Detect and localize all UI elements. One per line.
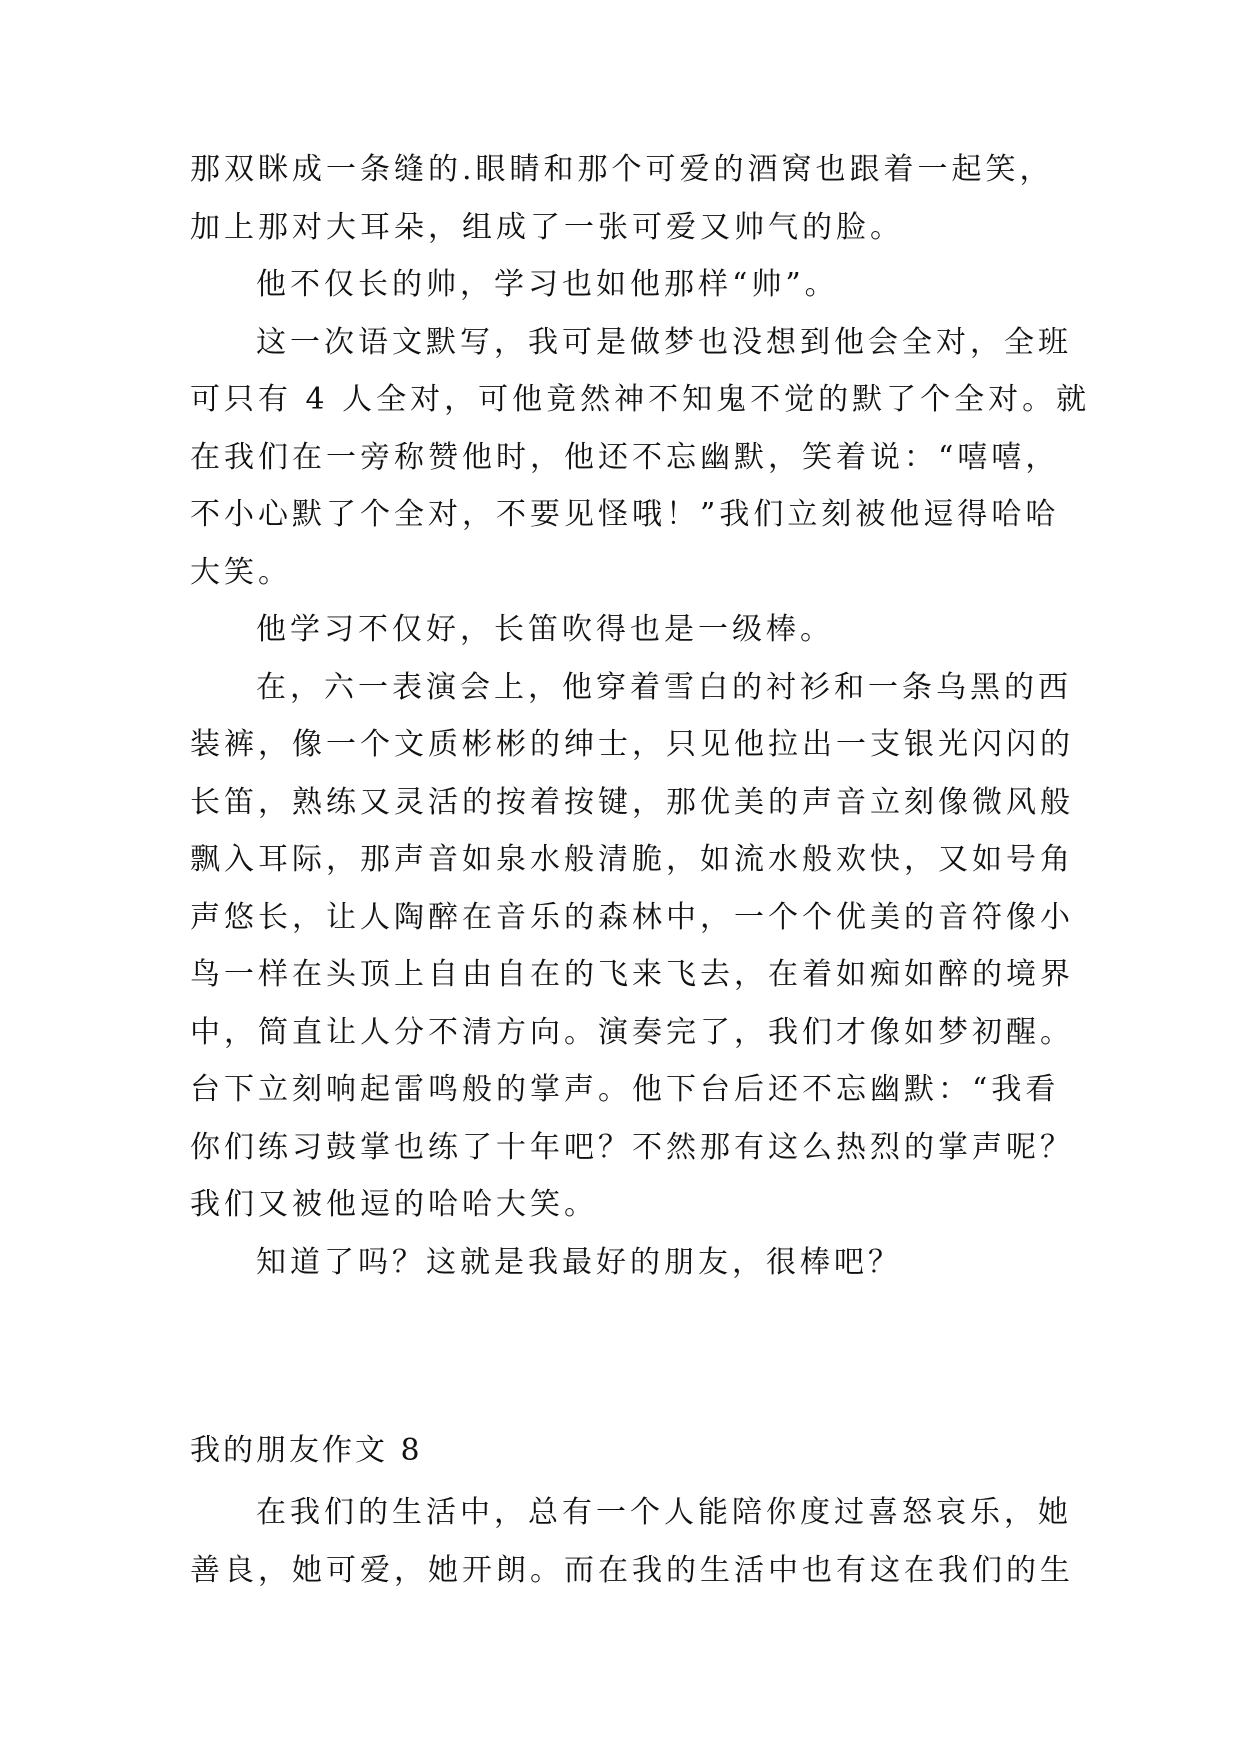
paragraph-line: 知道了吗？这就是我最好的朋友，很棒吧？ xyxy=(256,1244,902,1280)
paragraph-line: 在我们在一旁称赞他时，他还不忘幽默，笑着说：“嘻嘻， xyxy=(190,439,1060,475)
paragraph-line: 你们练习鼓掌也练了十年吧？不然那有这么热烈的掌声呢？ xyxy=(190,1129,1074,1165)
paragraph-line: 我们又被他逗的哈哈大笑。 xyxy=(190,1187,598,1222)
paragraph-line: 大笑。 xyxy=(190,554,292,590)
paragraph-line: 善良，她可爱，她开朗。而在我的生活中也有这在我们的生 xyxy=(190,1552,1074,1588)
paragraph-line: 声悠长，让人陶醉在音乐的森林中，一个个优美的音符像小 xyxy=(190,899,1074,935)
paragraph-line: 他不仅长的帅，学习也如他那样“帅”。 xyxy=(256,267,839,302)
paragraph-line: 在我们的生活中，总有一个人能陪你度过喜怒哀乐，她 xyxy=(256,1495,1072,1530)
paragraph-line: 台下立刻响起雷鸣般的掌声。他下台后还不忘幽默：“我看 xyxy=(190,1072,1060,1107)
paragraph-line: 鸟一样在头顶上自由自在的飞来飞去，在着如痴如醉的境界 xyxy=(190,957,1074,992)
section-body xyxy=(190,1484,1090,1599)
section-heading: 我的朋友作文 8 xyxy=(190,1433,423,1468)
paragraph-line: 他学习不仅好，长笛吹得也是一级棒。 xyxy=(256,612,834,647)
paragraph-line: 那双眯成一条缝的.眼睛和那个可爱的酒窝也跟着一起笑， xyxy=(190,152,1054,187)
paragraph-line: 飘入耳际，那声音如泉水般清脆，如流水般欢快，又如号角 xyxy=(190,842,1074,877)
paragraph-line: 这一次语文默写，我可是做梦也没想到他会全对，全班 xyxy=(256,324,1072,360)
paragraph-line: 在，六一表演会上，他穿着雪白的衬衫和一条乌黑的西 xyxy=(256,669,1072,705)
paragraph-line: 装裤，像一个文质彬彬的绅士，只见他拉出一支银光闪闪的 xyxy=(190,727,1074,762)
paragraph-line: 可只有 4 人全对，可他竟然神不知鬼不觉的默了个全对。就 xyxy=(190,382,1091,417)
paragraph-line: 不小心默了个全对，不要见怪哦！”我们立刻被他逗得哈哈 xyxy=(190,497,1060,532)
paragraph-line: 长笛，熟练又灵活的按着按键，那优美的声音立刻像微风般 xyxy=(190,784,1074,820)
paragraph-line: 加上那对大耳朵，组成了一张可爱又帅气的脸。 xyxy=(190,209,904,245)
paragraph-line: 中，简直让人分不清方向。演奏完了，我们才像如梦初醒。 xyxy=(190,1014,1074,1050)
essay-body xyxy=(190,141,1090,1291)
